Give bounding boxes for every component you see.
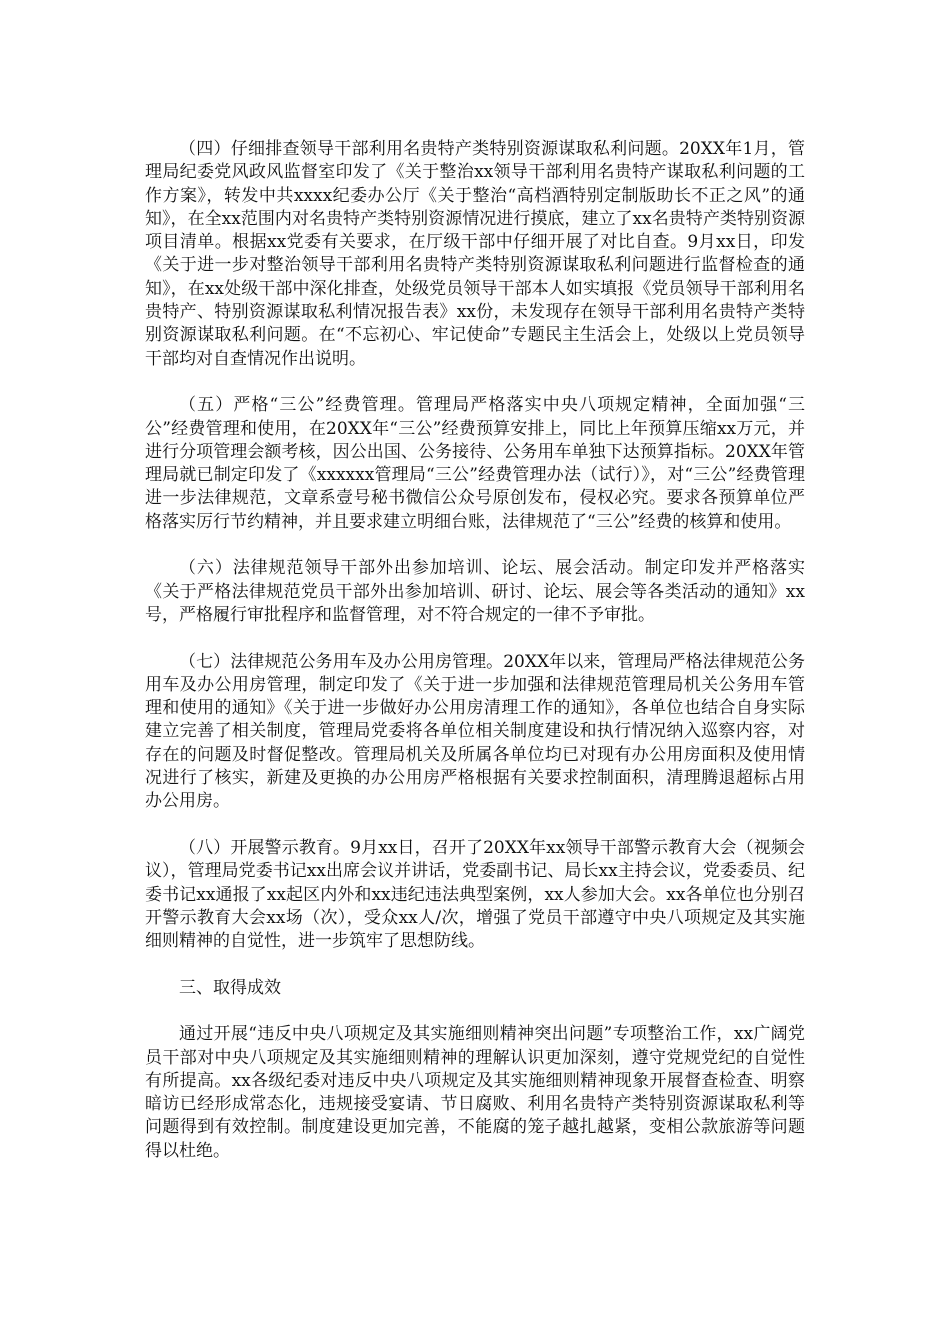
closing-paragraph: 通过开展“违反中央八项规定及其实施细则精神突出问题”专项整治工作，xx广阔党员干部对中央八项规定及其实施细则精神的理解认识更加深刻，遵守党规党纪的自觉性有所提高。xx各级纪委对违反中央八项规定及其实施细则精神现象开展督查检查、明察暗访已经形成常态化，违规接受宴请、节日腐败、利用名贵特产类特别资源谋取私利等问题得到有效控制。制度建设更加完善，不能腐的笼子越扎越紧，变相公款旅游等问题得以杜绝。 bbox=[145, 1024, 805, 1161]
paragraph-five: （五）严格“三公”经费管理。管理局严格落实中央八项规定精神，全面加强“三公”经费管理和使用，在20XX年“三公”经费预算安排上，同比上年预算压缩xx万元，并进行分项管理会额考核，因公出国、公务接待、公务用车单独下达预算指标。20XX年管理局就已制定印发了《xxxxxx管理局“三公”经费管理办法（试行）》，对“三公”经费管理进一步法律规范，文章系壹号秘书微信公众号原创发布，侵权必究。要求各预算单位严格落实厉行节约精神，并且要求建立明细台账，法律规范了“三公”经费的核算和使用。 bbox=[145, 395, 805, 532]
paragraph-four: （四）仔细排查领导干部利用名贵特产类特别资源谋取私利问题。20XX年1月，管理局纪委党风政风监督室印发了《关于整治xx领导干部利用名贵特产谋取私利问题的工作方案》，转发中共xxxx纪委办公厅《关于整治“高档酒特别定制版助长不正之风”的通知》，在全xx范围内对名贵特产类特别资源情况进行摸底，建立了xx名贵特产类特别资源项目清单。根据xx党委有关要求，在厅级干部中仔细开展了对比自查。9月xx日，印发《关于进一步对整治领导干部利用名贵特产类特别资源谋取私利问题进行监督检查的通知》，在xx处级干部中深化排查，处级党员领导干部本人如实填报《党员领导干部利用名贵特产、特别资源谋取私利情况报告表》xx份，未发现存在领导干部利用名贵特产类特别资源谋取私利问题。在“不忘初心、牢记使命”专题民主生活会上，处级以上党员领导干部均对自查情况作出说明。 bbox=[145, 139, 805, 369]
paragraph-eight: （八）开展警示教育。9月xx日，召开了20XX年xx领导干部警示教育大会（视频会议），管理局党委书记xx出席会议并讲话，党委副书记、局长xx主持会议，党委委员、纪委书记xx通报了xx起区内外和xx违纪违法典型案例，xx人参加大会。xx各单位也分别召开警示教育大会xx场（次），受众xx人/次，增强了党员干部遵守中央八项规定及其实施细则精神的自觉性，进一步筑牢了思想防线。 bbox=[145, 837, 805, 952]
document-page bbox=[145, 138, 805, 1186]
paragraph-six: （六）法律规范领导干部外出参加培训、论坛、展会活动。制定印发并严格落实《关于严格法律规范党员干部外出参加培训、研讨、论坛、展会等各类活动的通知》xx号，严格履行审批程序和监督管理，对不符合规定的一律不予审批。 bbox=[145, 558, 805, 625]
paragraph-seven: （七）法律规范公务用车及办公用房管理。20XX年以来，管理局严格法律规范公务用车及办公用房管理，制定印发了《关于进一步加强和法律规范管理局机关公务用车管理和使用的通知》《关于进一步做好办公用房清理工作的通知》，各单位也结合自身实际建立完善了相关制度，管理局党委将各单位相关制度建设和执行情况纳入巡察内容，对存在的问题及时督促整改。管理局机关及所属各单位均已对现有办公用房面积及使用情况进行了核实，新建及更换的办公用房严格根据有关要求控制面积，清理腾退超标占用办公用房。 bbox=[145, 651, 805, 812]
section-heading: 三、取得成效 bbox=[179, 977, 281, 998]
